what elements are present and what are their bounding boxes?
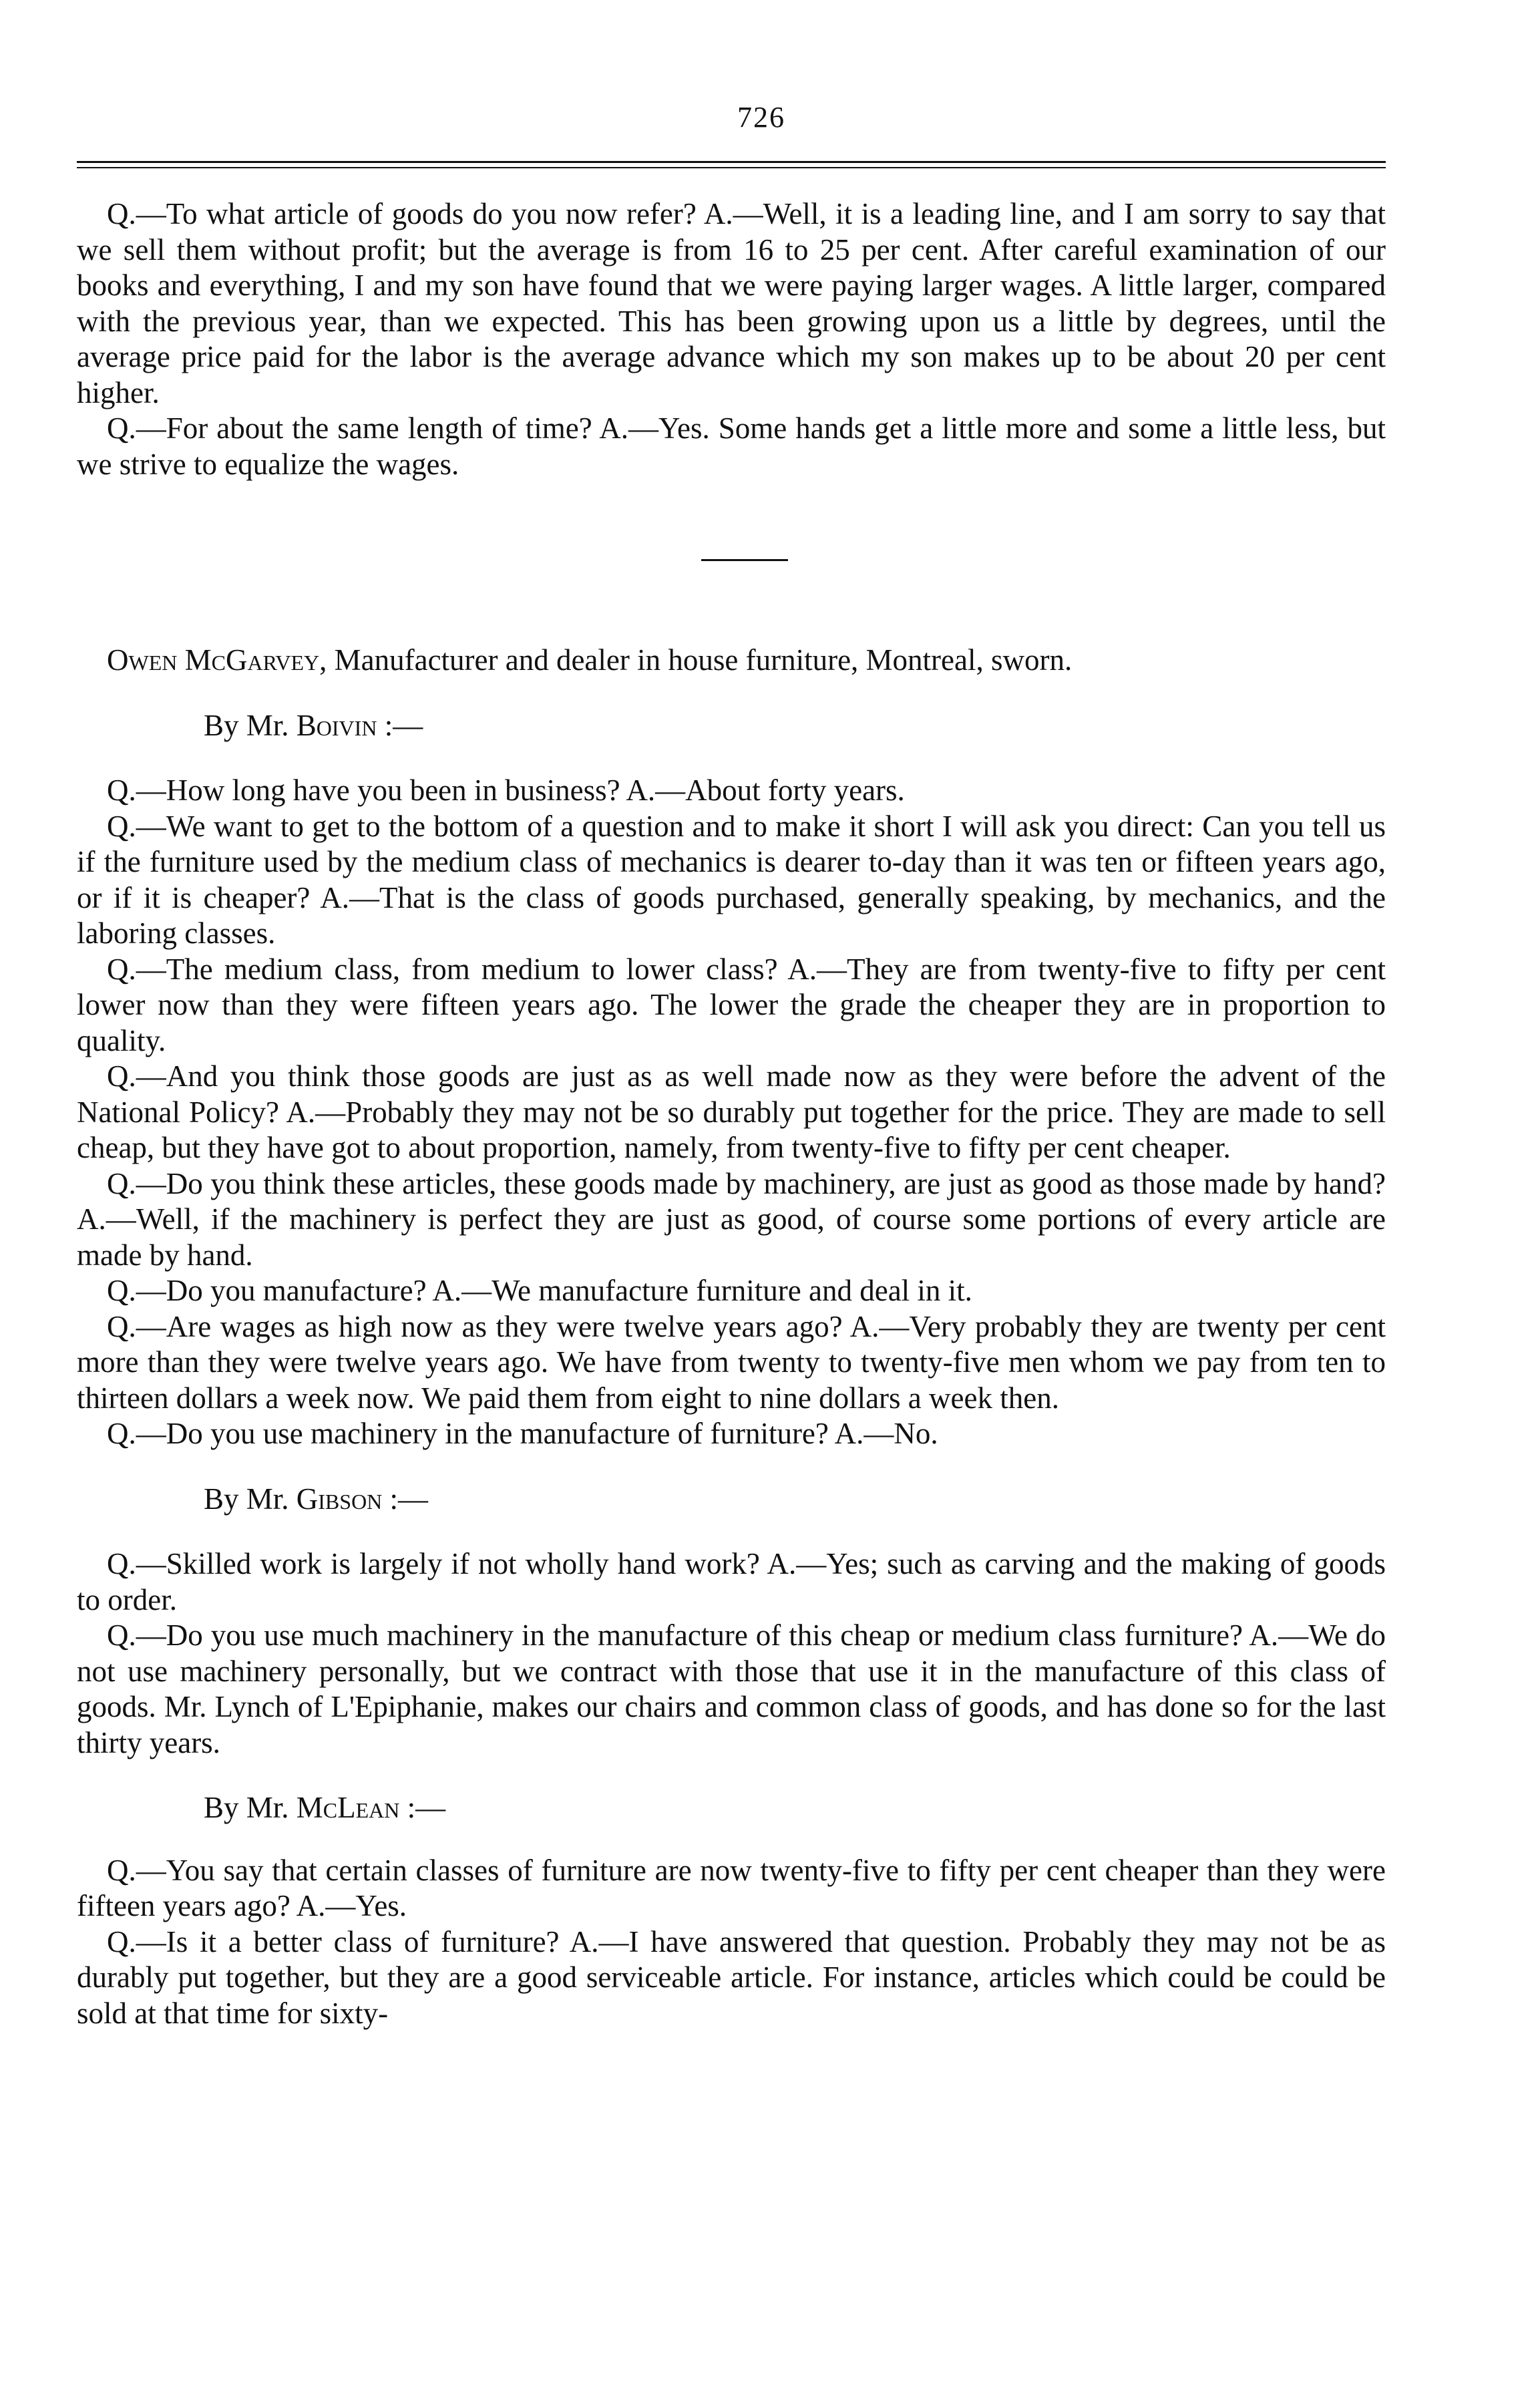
qa-paragraph: Q.—Do you think these articles, these goods made by machinery, are just as good as those made by hand? A.—Well, if the machinery is perfect they are just as good, of course some portions of every article are made by hand.	[77, 1166, 1386, 1272]
qa-paragraph: Q.—We want to get to the bottom of a question and to make it short I will ask you direct: Can you tell us if the furniture used by the medium class of mechanics is dearer to-day than it was ten or fifteen years ago, or if it is cheaper? A.—That is the class of goods purchased, generally speaking, by mechanics, and the laboring classes.	[77, 809, 1386, 950]
examiner-heading-gibson	[77, 1482, 1386, 1518]
qa-paragraph: Q.—Are wages as high now as they were twelve years ago? A.—Very probably they are twenty per cent more than they were twelve years ago. We have from twenty to twenty-five men whom we pay from ten to thirteen dollars a week now. We paid them from eight to nine dollars a week then.	[77, 1309, 1386, 1415]
examiner-name: Boivin	[296, 708, 377, 742]
qa-paragraph: Q.—You say that certain classes of furniture are now twenty-five to fifty per cent cheaper than they were fifteen years ago? A.—Yes.	[77, 1853, 1386, 1922]
qa-paragraph: Q.—Is it a better class of furniture? A.—I have answered that question. Probably they may not be as durably put together, but they are a good serviceable article. For instance, articles which could be could be sold at that time for sixty-	[77, 1924, 1386, 2030]
examiner-prefix: By Mr.	[204, 708, 297, 742]
examiner-heading-boivin	[77, 708, 1386, 744]
qa-paragraph: Q.—Do you manufacture? A.—We manufacture furniture and deal in it.	[107, 1274, 972, 1307]
qa-paragraph: Q.—The medium class, from medium to lower class? A.—They are from twenty-five to fifty per cent lower now than they were fifteen years ago. The lower the grade the cheaper they are in proportion to quality.	[77, 952, 1386, 1057]
examiner-suffix: :—	[382, 1482, 429, 1516]
witness-name: Owen McGarvey,	[107, 643, 327, 677]
header-double-rule	[77, 161, 1386, 168]
testimony-body	[77, 196, 1386, 2031]
qa-paragraph: Q.—And you think those goods are just as as well made now as they were before the advent of the National Policy? A.—Probably they may not be so durably put together for the price. They are made to sell cheap, but they have got to about proportion, namely, from twenty-five to fifty per cent cheaper.	[77, 1059, 1386, 1164]
intro-paragraph-1: Q.—To what article of goods do you now refer? A.—Well, it is a leading line, and I am sorry to say that we sell them without profit; but the average is from 16 to 25 per cent. After careful examination of our books and everything, I and my son have found that we were paying larger wages. A little larger, compared with the previous year, than we expected. This has been growing upon us a little by degrees, until the average price paid for the labor is the average advance which my son makes up to be about 20 per cent higher.	[77, 197, 1386, 409]
examiner-heading-mclean	[77, 1790, 1386, 1826]
qa-paragraph: Q.—Skilled work is largely if not wholly hand work? A.—Yes; such as carving and the making of goods to order.	[77, 1547, 1386, 1616]
section-divider	[701, 559, 788, 561]
examiner-name: Gibson	[296, 1482, 383, 1516]
examiner-name: McLean	[296, 1791, 400, 1824]
examiner-suffix: :—	[377, 708, 423, 742]
examiner-suffix: :—	[399, 1791, 446, 1824]
page-number: 726	[737, 101, 785, 134]
examiner-prefix: By Mr.	[204, 1791, 297, 1824]
witness-heading	[77, 643, 1386, 679]
examiner-prefix: By Mr.	[204, 1482, 297, 1516]
document-page	[77, 100, 1386, 2031]
qa-paragraph: Q.—Do you use much machinery in the manufacture of this cheap or medium class furniture? A.—We do not use machinery personally, but we contract with those that use it in the manufacture of this class of goods. Mr. Lynch of L'Epiphanie, makes our chairs and common class of goods, and has done so for the last thirty years.	[77, 1618, 1386, 1759]
qa-paragraph: Q.—How long have you been in business? A.—About forty years.	[107, 774, 905, 807]
witness-description: Manufacturer and dealer in house furniture, Montreal, sworn.	[327, 643, 1073, 677]
qa-paragraph: Q.—Do you use machinery in the manufacture of furniture? A.—No.	[107, 1417, 938, 1450]
intro-paragraph-2: Q.—For about the same length of time? A.—Yes. Some hands get a little more and some a little less, but we strive to equalize the wages.	[77, 411, 1386, 481]
